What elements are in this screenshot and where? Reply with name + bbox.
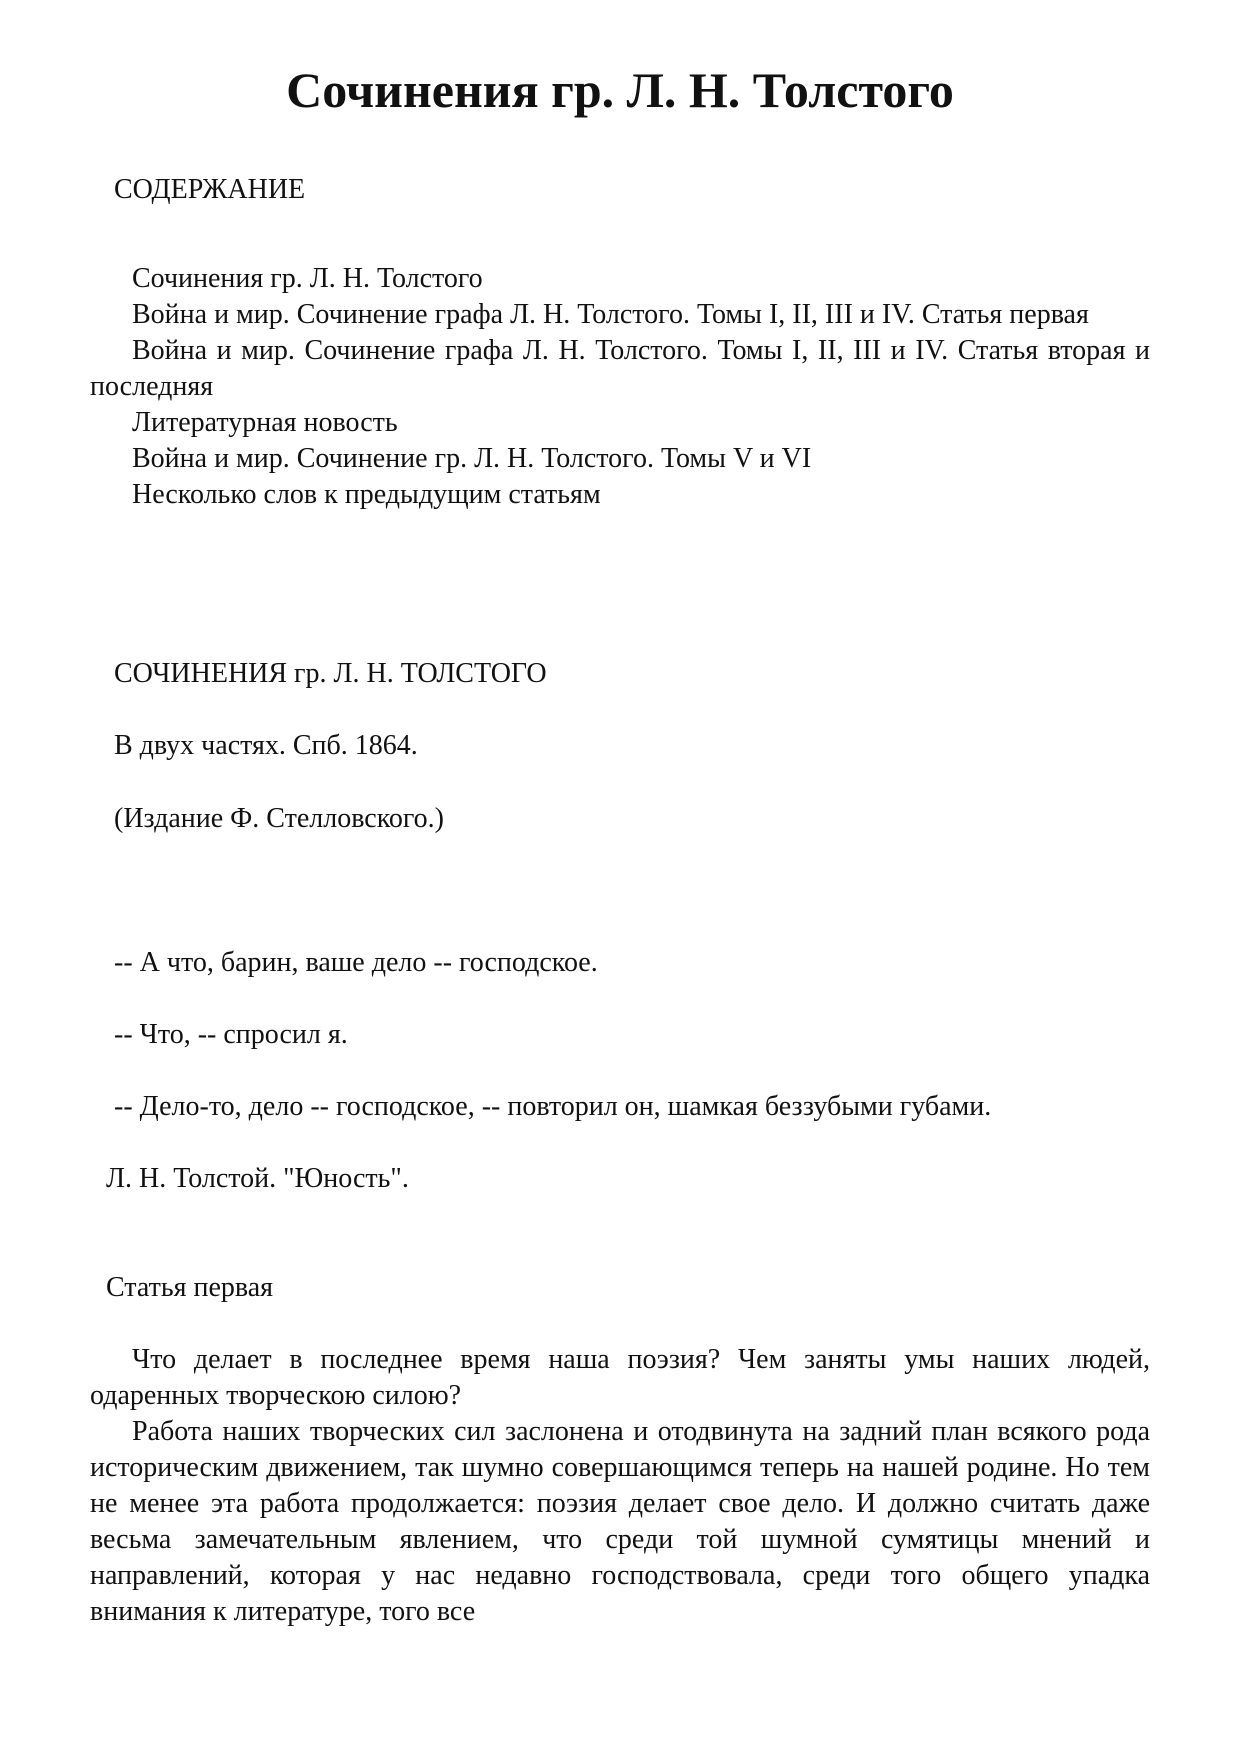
epigraph-attribution: Л. Н. Толстой. "Юность".	[106, 1163, 409, 1194]
epigraph-line: -- А что, барин, ваше дело -- господское.	[114, 947, 598, 978]
document-page	[90, 0, 1150, 1755]
document-title: Сочинения гр. Л. Н. Толстого	[286, 62, 954, 118]
article-paragraph: Что делает в последнее время наша поэзия? Чем заняты умы наших людей, одаренных творческою силою?	[90, 1344, 1150, 1411]
epigraph-line: -- Дело-то, дело -- господское, -- повторил он, шамкая беззубыми губами.	[114, 1091, 992, 1122]
toc-item-link[interactable]: Война и мир. Сочинение графа Л. Н. Толстого. Томы I, II, III и IV. Статья первая	[132, 299, 1089, 330]
section-heading: СОЧИНЕНИЯ гр. Л. Н. ТОЛСТОГО	[114, 658, 547, 689]
toc-item[interactable]	[90, 477, 1150, 513]
article-heading: Статья первая	[106, 1272, 274, 1303]
toc-item[interactable]	[90, 441, 1150, 477]
toc-item-link[interactable]: Война и мир. Сочинение графа Л. Н. Толстого. Томы I, II, III и IV. Статья вторая и последняя	[90, 335, 1150, 402]
toc-item-link[interactable]: Несколько слов к предыдущим статьям	[132, 479, 601, 510]
toc-item[interactable]	[90, 405, 1150, 441]
section-subtitle: В двух частях. Спб. 1864.	[114, 730, 418, 761]
toc-item[interactable]	[90, 333, 1150, 405]
article-paragraph: Работа наших творческих сил заслонена и отодвинута на задний план всякого рода историческим движением, так шумно совершающимся теперь на нашей родине. Но тем не менее эта работа продолжается: поэзия делает свое дело. И должно считать даже весьма замечательным явлением, что среди той шумной сумятицы мнений и направлений, которая у нас недавно господствовала, среди того общего упадка внимания к литературе, того все	[90, 1416, 1150, 1627]
toc-item-link[interactable]: Война и мир. Сочинение гр. Л. Н. Толстого. Томы V и VI	[132, 443, 812, 474]
toc-list	[90, 261, 1150, 513]
epigraph-line: -- Что, -- спросил я.	[114, 1019, 348, 1050]
toc-item-link[interactable]: Сочинения гр. Л. Н. Толстого	[132, 263, 483, 294]
toc-item-link[interactable]: Литературная новость	[132, 407, 398, 438]
toc-item[interactable]	[90, 297, 1150, 333]
toc-item[interactable]	[90, 261, 1150, 297]
toc-heading: СОДЕРЖАНИЕ	[114, 174, 306, 205]
section-publisher: (Издание Ф. Стелловского.)	[114, 803, 444, 834]
